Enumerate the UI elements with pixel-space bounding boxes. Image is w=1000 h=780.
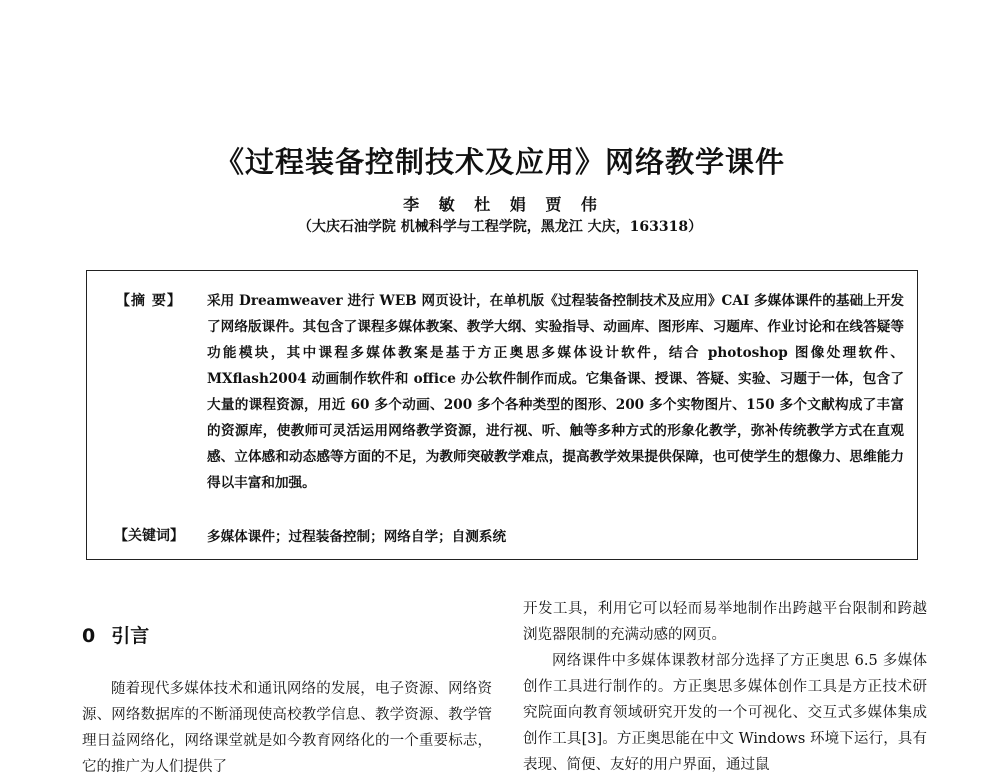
left-paragraph-1: 随着现代多媒体技术和通讯网络的发展，电子资源、网络资源、网络数据库的不断涌现使高校教学信息、教学资源、教学管理日益网络化，网络课堂就是如今教育网络化的一个重要标志，它的推广为人们提供了 <box>82 681 492 775</box>
section-number: 0 <box>82 625 96 647</box>
keywords-text: 多媒体课件；过程装备控制；网络自学；自测系统 <box>207 529 507 545</box>
left-column <box>82 676 492 780</box>
paper-title: 《过程装备控制技术及应用》网络教学课件 <box>214 145 785 179</box>
abstract-text: 采用 Dreamweaver 进行 WEB 网页设计，在单机版《过程装备控制技术及应用》CAI 多媒体课件的基础上开发了网络版课件。其包含了课程多媒体教案、教学大纲、实验指导、动画库、图形库、习题库、作业讨论和在线答疑等功能模块，其中课程多媒体教案是基于方正奥思多媒体设计软件，结合 photoshop 图像处理软件、MXflash2004 动画制作软件和 office 办公软件制作而成。它集备课、授课、答疑、实验、习题于一体，包含了大量的课程资源，用近 60 多个动画、200 多个各种类型的图形、200 多个实物图片、150 多个文献构成了丰富的资源库，使教师可灵活运用网络教学资源，进行视、听、触等多种方式的形象化教学，弥补传统教学方式在直观感、立体感和动态感等方面的不足，为教师突破教学难点，提高教学效果提供保障，也可使学生的想像力、思维能力得以丰富和加强。 <box>207 293 904 491</box>
right-column <box>523 596 927 778</box>
right-paragraph-2: 网络课件中多媒体课教材部分选择了方正奥思 6.5 多媒体创作工具进行制作的。方正奥思多媒体创作工具是方正技术研究院面向教育领域研究开发的一个可视化、交互式多媒体集成创作工具[3]。方正奥思能在中文 Windows 环境下运行，具有表现、简便、友好的用户界面，通过鼠 <box>523 653 927 773</box>
abstract-label: 【摘 要】 <box>116 293 182 309</box>
affiliation: （大庆石油学院 机械科学与工程学院，黑龙江 大庆，163318） <box>297 219 703 235</box>
section-title: 引言 <box>111 625 150 647</box>
section-heading <box>82 621 149 648</box>
keywords-label: 【关键词】 <box>114 528 184 544</box>
right-paragraph-1: 开发工具，利用它可以轻而易举地制作出跨越平台限制和跨越浏览器限制的充满动感的网页。 <box>523 601 927 643</box>
authors: 李 敏 杜 娟 贾 伟 <box>403 195 597 214</box>
